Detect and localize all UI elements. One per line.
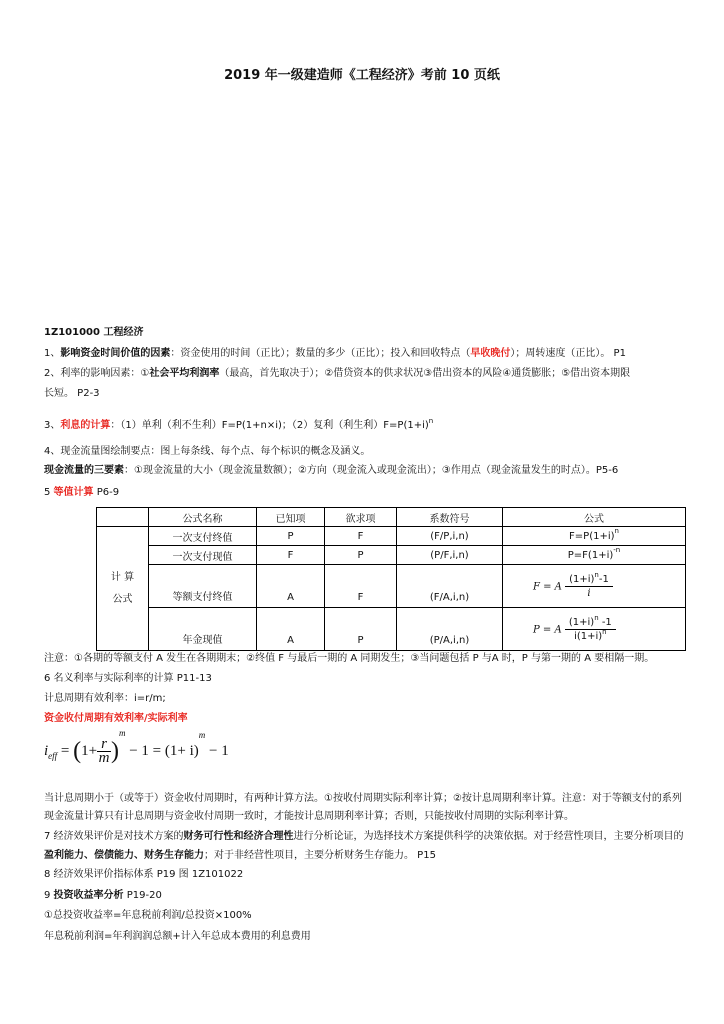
formula-cell: P = A $\frac{(1+i)^n -1}{i(1+i)^n}$ [503, 608, 686, 651]
paragraph-1: 1、影响资金时间价值的因素：资金使用的时间（正比）；数量的多少（正比）；投入和回收特点（早收晚付）；周转速度（正比）。 P1 [44, 348, 626, 359]
page-title: 2019 年一级建造师《工程经济》考前 10 页纸 [224, 68, 500, 83]
paragraph-6b: 计息周期有效利率：i=r/m; [44, 693, 166, 704]
table-row: 计 算 公式 一次支付终值 P F (F/P,i,n) $F=P(1+i)^n$ [97, 527, 686, 546]
paragraph-6: 6 名义利率与实际利率的计算 P11-13 [44, 673, 212, 684]
header-cell: 已知项 [257, 508, 325, 527]
table-note: 注意：①各期的等额支付 A 发生在各期期末；②终值 F 与最后一期的 A 同期发生；③当问题包括 P 与A 时，P 与第一期的 A 要相隔一期。 [44, 653, 655, 664]
paragraph-6c: 资金收付周期有效利率/实际利率 [44, 713, 188, 724]
header-cell: 系数符号 [397, 508, 503, 527]
paragraph-4: 4、现金流量图绘制要点：图上每条线、每个点、每个标识的概念及涵义。 [44, 446, 371, 457]
paragraph-5: 5 等值计算 P6-9 [44, 487, 120, 498]
section-heading: 1Z101000 工程经济 [44, 327, 144, 338]
paragraph-2-cont: 长短。 P2-3 [44, 388, 100, 399]
paragraph-9: 9 投资收益率分析 P19-20 [44, 890, 162, 901]
effective-rate-formula: $i_{eff} = (1+$ $\frac{r}{m}$ )$^m - 1 = (1+ i)^m - 1$ [44, 728, 229, 766]
table-left-label: 计 算 公式 [97, 527, 149, 651]
header-cell: 公式 [503, 508, 686, 527]
header-cell: 欲求项 [325, 508, 397, 527]
paragraph-8: 8 经济效果评价指标体系 P19 图 1Z101022 [44, 869, 244, 880]
header-cell: 公式名称 [149, 508, 257, 527]
paragraph-9a: ①总投资收益率=年息税前利润/总投资×100% [44, 910, 252, 921]
paragraph-4b: 现金流量的三要素：①现金流量的大小（现金流量数额）；②方向（现金流入或现金流出）；③作用点（现金流量发生的时点）。P5-6 [44, 465, 619, 476]
paragraph-9b: 年息税前利润=年利润润总额+计入年总成本费用的利息费用 [44, 931, 311, 942]
paragraph-7: 7 经济效果评价是对技术方案的财务可行性和经济合理性进行分析论证，为选择技术方案提供科学的决策依据。对于经营性项目，主要分析项目的盈利能力、偿债能力、财务生存能力；对于非经营性项目，主要分析财务生存能力。 P15 [44, 831, 684, 861]
paragraph-2: 2、利率的影响因素：①社会平均利润率（最高，首先取决于）；②借贷资本的供求状况③借出资本的风险④通货膨胀；⑤借出资本期限 [44, 368, 631, 379]
formula-table [96, 507, 686, 651]
table-row: 等额支付终值 A F (F/A,i,n) F = A $\frac{(1+i)^n-1}{i}$ [97, 565, 686, 608]
formula-cell: $F=P(1+i)^n$ [503, 527, 686, 546]
formula-cell: $P=F(1+i)^{-n}$ [503, 546, 686, 565]
table-header-row [97, 508, 686, 527]
formula-cell: F = A $\frac{(1+i)^n-1}{i}$ [503, 565, 686, 608]
paragraph-6d: 当计息周期小于（或等于）资金收付周期时，有两种计算方法。①按收付周期实际利率计算；②按计息周期利率计算。注意：对于等额支付的系列现金流量计算只有计息周期与资金收付周期一致时，才能按计息周期利率计算；否则，只能按收付周期的实际利率计算。 [44, 793, 682, 822]
paragraph-3: 3、利息的计算：（1）单利（利不生利）F=P(1+n×i)；（2）复利（利生利）$F=P(1+i)^n$ [44, 417, 434, 431]
table-row: 年金现值 A P (P/A,i,n) P = A $\frac{(1+i)^n -1}{i(1+i)^n}$ [97, 608, 686, 651]
table-row: 一次支付现值 F P (P/F,i,n) $P=F(1+i)^{-n}$ [97, 546, 686, 565]
